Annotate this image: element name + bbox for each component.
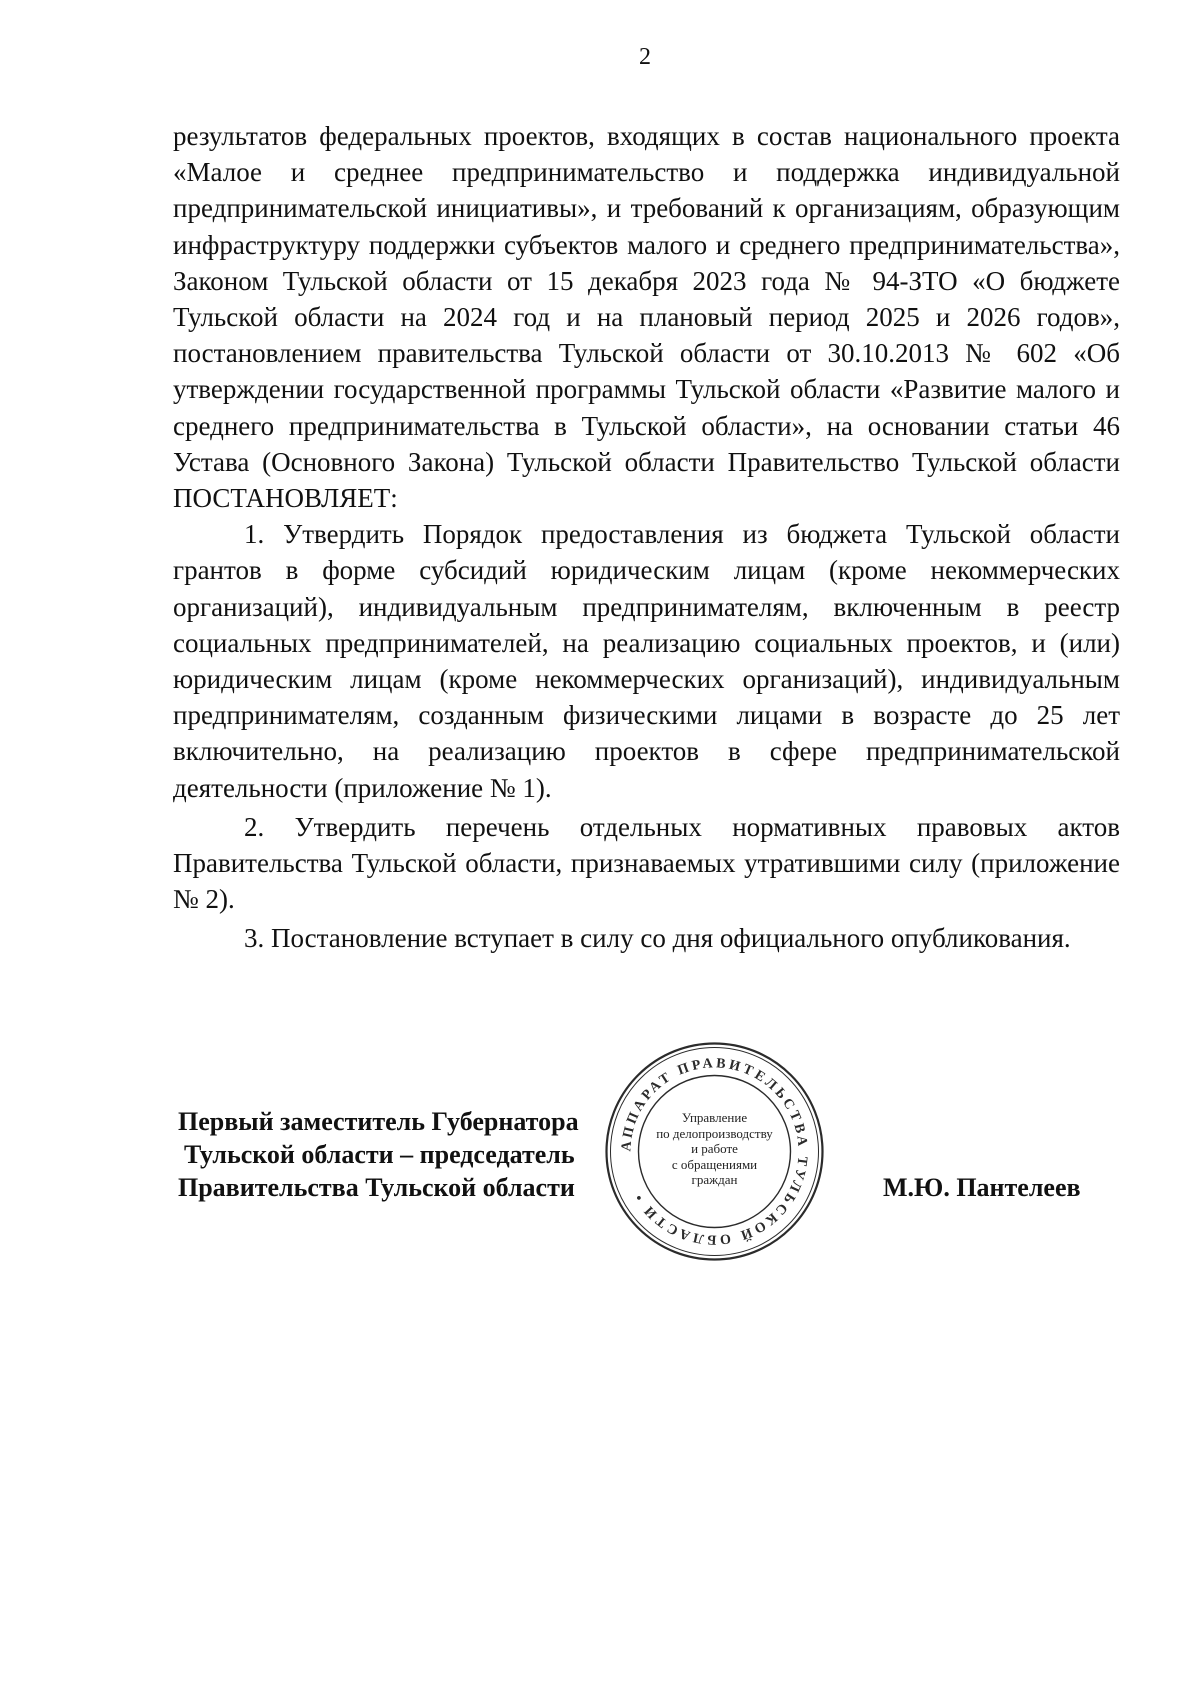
signatory-title-line: Тульской области – председатель (184, 1140, 575, 1169)
seal-center-line: по делопроизводству (656, 1125, 773, 1141)
signatory-title-line: Первый заместитель Губернатора (178, 1107, 579, 1136)
item-2-paragraph: 2. Утвердить перечень отдельных нормативных правовых актов Правительства Тульской области, признаваемых утратившими силу (приложение № 2). (173, 811, 1120, 915)
seal-center-line: и работе (691, 1141, 738, 1156)
seal-center-line: с обращениями (671, 1156, 758, 1172)
seal-center-line: Управление (681, 1110, 748, 1125)
document-body (173, 118, 1120, 957)
signatory-name: М.Ю. Пантелеев (883, 1173, 1081, 1202)
seal-center-line: граждан (691, 1172, 738, 1187)
signatory-title (178, 1105, 579, 1204)
item-1-paragraph: 1. Утвердить Порядок предоставления из бюджета Тульской области грантов в форме субсидий юридическим лицам (кроме некоммерческих организаций), индивидуальным предпринимателям, включенным в реестр социальных предпринимателей, на реализацию социальных проектов, и (или) юридическим лицам (кроме некоммерческих организаций), индивидуальным предпринимателям, созданным физическими лицами в возрасте до 25 лет включительно, на реализацию проектов в сфере предпринимательской деятельности (приложение № 1). (173, 519, 1120, 803)
intro-paragraph: результатов федеральных проектов, входящих в состав национального проекта «Малое и среднее предпринимательство и поддержка индивидуальной предпринимательской инициативы», и требований к организациям, образующим инфраструктуру поддержки субъектов малого и среднего предпринимательства», Законом Тульской области от 15 декабря 2023 года № 94-ЗТО «О бюджете Тульской области на 2024 год и на плановый период 2025 и 2026 годов», постановлением правительства Тульской области от 30.10.2013 № 602 «Об утверждении государственной программы Тульской области «Развитие малого и среднего предпринимательства в Тульской области», на основании статьи 46 Устава (Основного Закона) Тульской области Правительство Тульской области ПОСТАНОВЛЯЕТ: (173, 121, 1120, 514)
seal-center-text (639, 1110, 790, 1188)
item-3-paragraph: 3. Постановление вступает в силу со дня официального опубликования. (244, 923, 1071, 954)
signatory-title-line: Правительства Тульской области (178, 1173, 575, 1202)
page-number: 2 (639, 44, 651, 70)
seal-ring-text: АППАРАТ ПРАВИТЕЛЬСТВА ТУЛЬСКОЙ ОБЛАСТИ • (619, 1056, 810, 1247)
official-seal (603, 1040, 826, 1263)
